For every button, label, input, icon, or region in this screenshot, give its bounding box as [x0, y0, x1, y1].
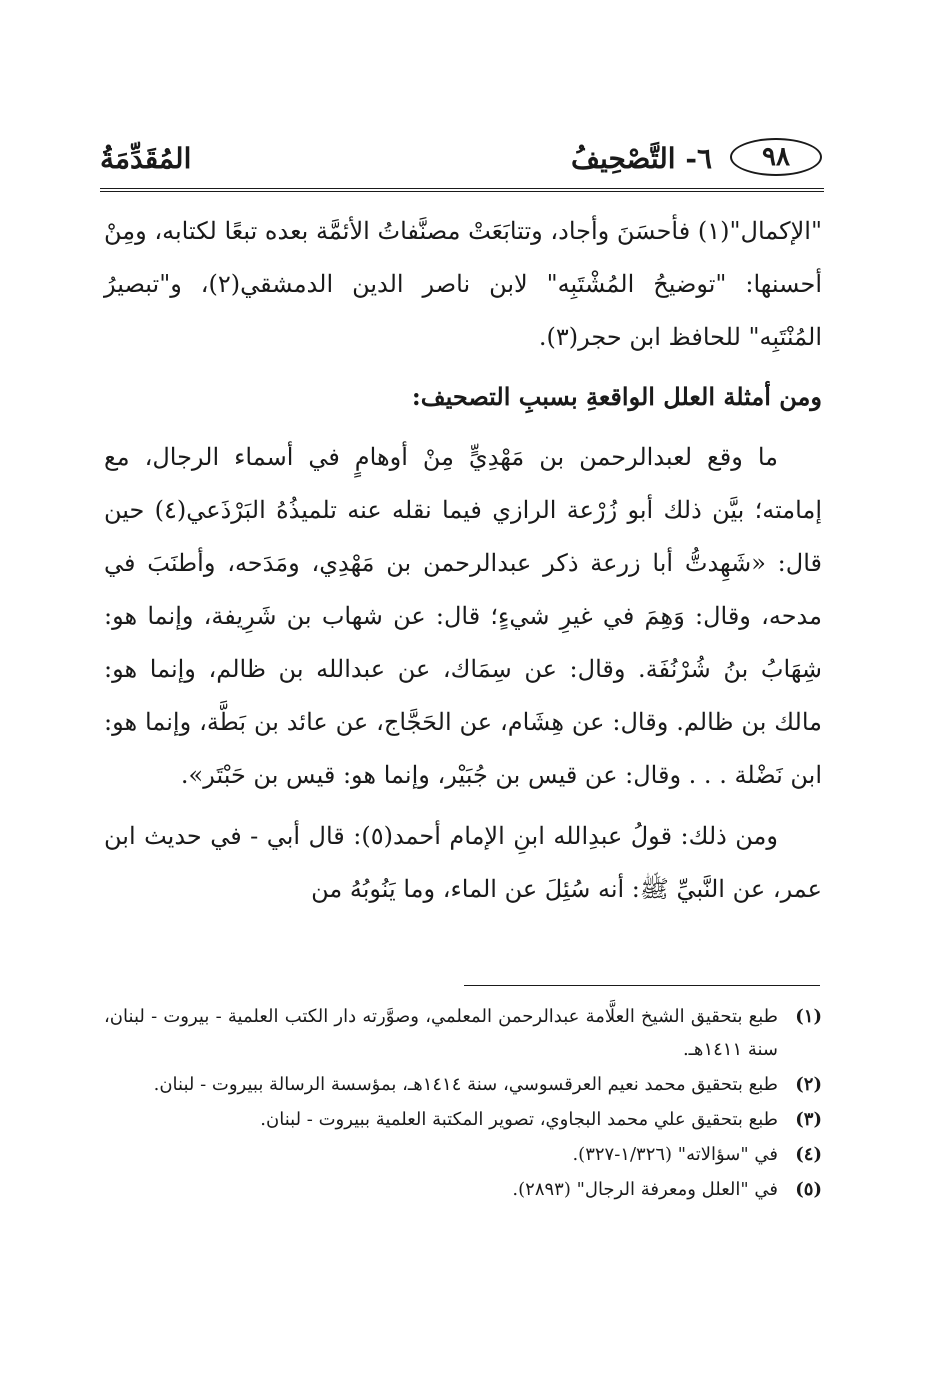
footnote-number: (١): [795, 1006, 822, 1027]
footnotes: [104, 1000, 822, 1208]
paragraph-1: "الإكمال"(١) فأحسَنَ وأجاد، وتتابَعَتْ مصنَّفاتُ الأئمَّة بعده تبعًا لكتابه، ومِنْ أحسنها: "توضيحُ المُشْتَبِه" لابن ناصر الدين الدمشقي(٢)، و"تبصيرُ المُنْتَبِه" للحافظ ابن حجر(٣).: [104, 217, 822, 351]
footnote-text: في "العلل ومعرفة الرجال" (٢٨٩٣).: [512, 1179, 778, 1200]
footnote-separator: [464, 985, 820, 986]
footnote-4: [104, 1138, 822, 1171]
footnote-text: طبع بتحقيق محمد نعيم العرقسوسي، سنة ١٤١٤هـ، بمؤسسة الرسالة ببيروت - لبنان.: [153, 1074, 778, 1095]
main-text: [104, 205, 822, 916]
paragraph-2: ما وقع لعبدالرحمن بن مَهْدِيٍّ مِنْ أوهامٍ في أسماء الرجال، مع إمامته؛ بيَّن ذلك أبو زُرْعة الرازي فيما نقله عنه تلميذُهُ البَرْذَعي(٤) حين قال: «شَهِدتُّ أبا زرعة ذكر عبدالرحمن بن مَهْدِي، ومَدَحه، وأطنَبَ في مدحه، وقال: وَهِمَ في غيرِ شيءٍ؛ قال: عن شهاب بن شَرِيفة، وإنما هو: شِهَابُ بنُ شُرْنُفَة. وقال: عن سِمَاك، عن عبدالله بن ظالم، وإنما هو: مالك بن ظالم. وقال: عن هِشَام، عن الحَجَّاج، عن عائد بن بَطَّة، وإنما هو: ابن نَضْلة . . . وقال: عن قيس بن جُبَيْر، وإنما هو: قيس بن حَبْتَر».: [104, 443, 823, 789]
paragraph-3: ومن ذلك: قولُ عبدِالله ابنِ الإمام أحمد(٥): قال أبي - في حديث ابن عمر، عن النَّبيِّ ﷺ: أنه سُئِلَ عن الماء، وما يَنُوبُهُ من: [104, 822, 822, 903]
footnote-number: (٢): [795, 1074, 822, 1095]
footnote-text: طبع بتحقيق الشيخ العلَّامة عبدالرحمن المعلمي، وصوَّرته دار الكتب العلمية - بيروت - لبنان، سنة ١٤١١هـ.: [104, 1006, 778, 1060]
footnote-5: [104, 1173, 822, 1206]
footnote-text: في "سؤالاته" (١/٣٢٦-٣٢٧).: [572, 1144, 778, 1165]
footnote-number: (٣): [795, 1109, 822, 1130]
running-head: المُقَدِّمَةُ: [100, 142, 192, 175]
header-double-rule: [100, 188, 824, 192]
footnote-2: [104, 1068, 822, 1101]
footnote-1: [104, 1000, 822, 1066]
footnote-3: [104, 1103, 822, 1136]
chapter-title: ٦- التَّصْحِيفُ: [571, 142, 712, 175]
page-number: ٩٨: [762, 142, 790, 172]
footnote-number: (٥): [795, 1179, 822, 1200]
page-header: [100, 138, 822, 182]
footnote-number: (٤): [795, 1144, 822, 1165]
page-number-oval: [730, 138, 822, 176]
section-heading: ومن أمثلة العلل الواقعةِ بسببِ التصحيف:: [411, 382, 822, 411]
footnote-text: طبع بتحقيق علي محمد البجاوي، تصوير المكتبة العلمية ببيروت - لبنان.: [260, 1109, 778, 1130]
